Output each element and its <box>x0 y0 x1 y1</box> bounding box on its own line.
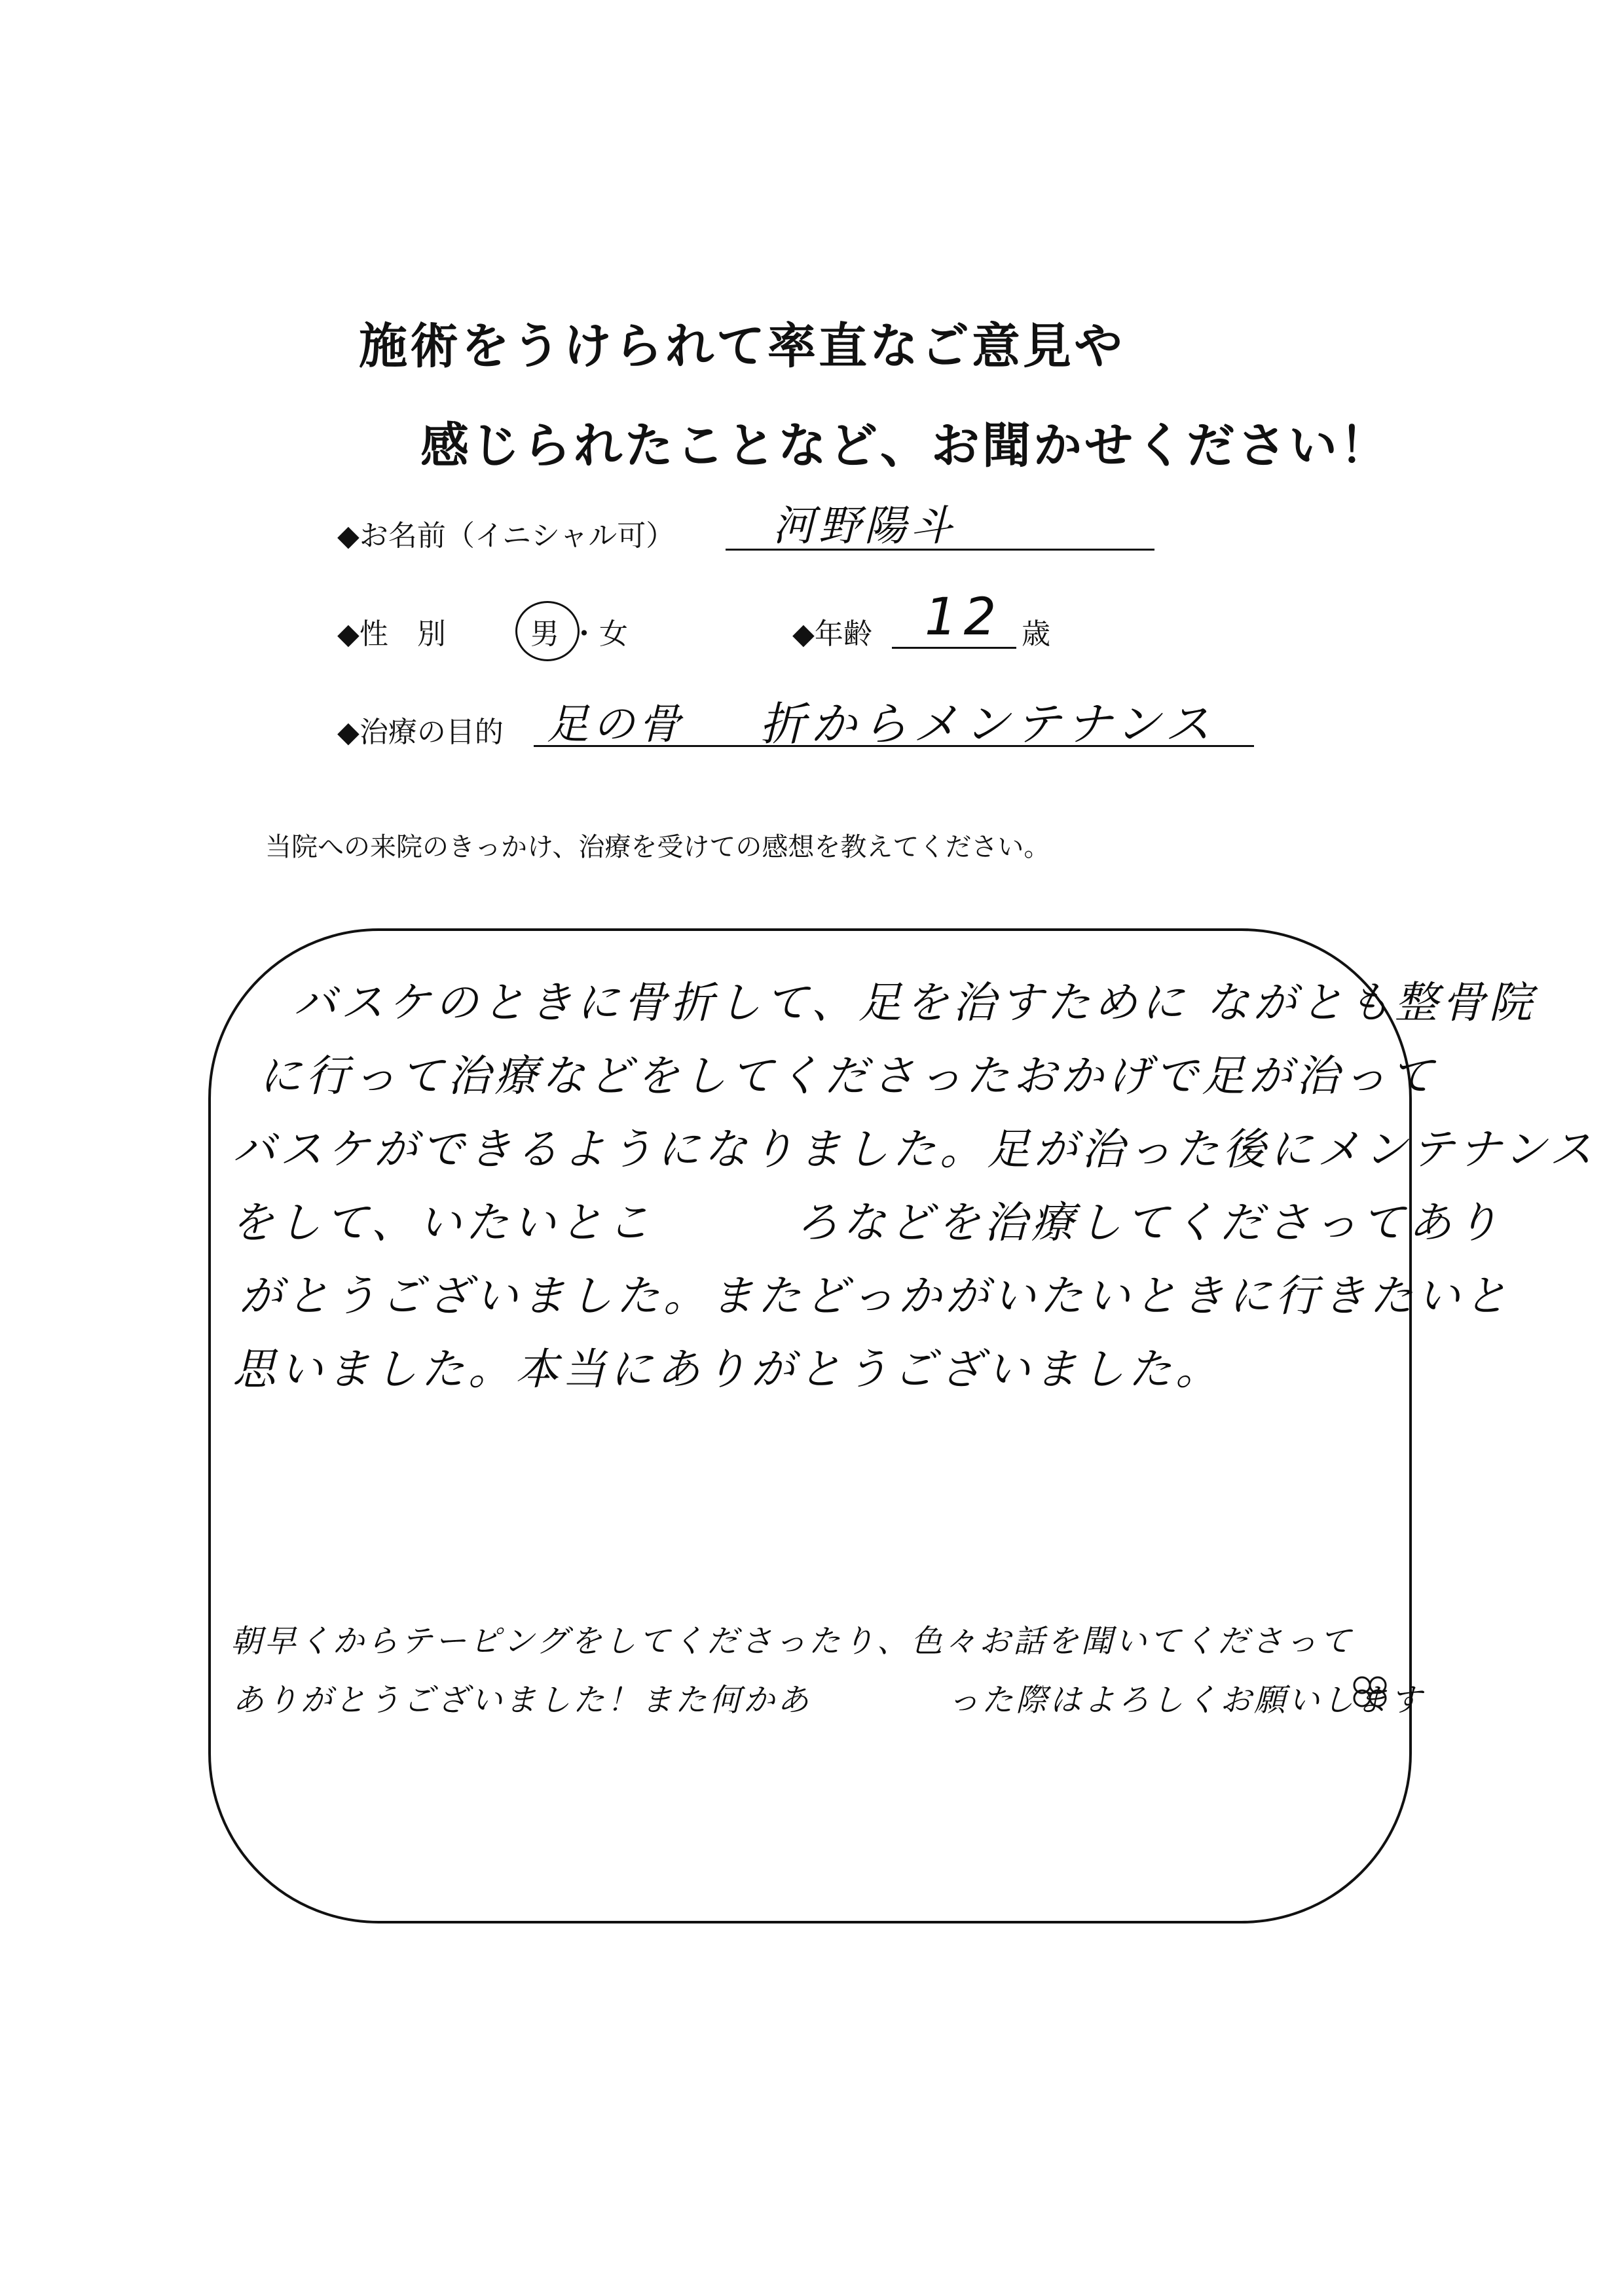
name-label: ◆お名前（イニシャル可） <box>337 519 675 553</box>
comment-prompt: 当院への来院のきっかけ、治療を受けての感想を教えてください。 <box>265 832 1050 862</box>
age-underline <box>892 647 1016 649</box>
comment-line-3: バスケができるようになりました。足が治った後にメンテナンス <box>232 1124 1596 1175</box>
age-label: ◆年齢 <box>792 617 872 651</box>
purpose-label: ◆治療の目的 <box>337 716 504 749</box>
comment-line-5: がとうございました。またどっかがいたいときに行きたいと <box>239 1271 1511 1321</box>
comment-line-2: に行って治療などをしてくださったおかげで足が治って <box>259 1051 1437 1101</box>
comment-line-1: バスケのときに骨折して、足を治すために ながとも整骨院 <box>293 977 1536 1028</box>
comment-line-4: をして、いたいとこ ろなどを治療してくださってあり <box>231 1197 1503 1248</box>
age-unit: 歳 <box>1022 617 1050 651</box>
name-value: 河野陽斗 <box>773 502 956 551</box>
gender-label: ◆性 別 <box>337 617 446 651</box>
name-underline <box>726 549 1154 551</box>
purpose-value-part-2: 折からメンテナンス <box>760 697 1216 751</box>
heading-line-2: 感じられたことなど、お聞かせください！ <box>420 418 1391 474</box>
gender-option-male: 男 <box>530 617 559 651</box>
purpose-value-part-1: 足の骨 <box>547 701 684 749</box>
heading-line-1: 施術をうけられて率直なご意見や <box>359 318 1125 374</box>
flower-doodle-icon <box>1348 1671 1393 1710</box>
comment-line-6: 思いました。本当にありがとうございました。 <box>232 1344 1223 1394</box>
age-value: 12 <box>925 588 1003 647</box>
gender-separator: ・ <box>570 617 599 651</box>
purpose-underline <box>534 745 1254 747</box>
note-line-1: 朝早くからテーピングをしてくださったり、色々お話を聞いてくださって <box>231 1623 1354 1660</box>
gender-option-female: 女 <box>599 617 628 651</box>
note-line-2: ありがとうございました！また何かあ った際はよろしくお願いします <box>232 1682 1425 1719</box>
